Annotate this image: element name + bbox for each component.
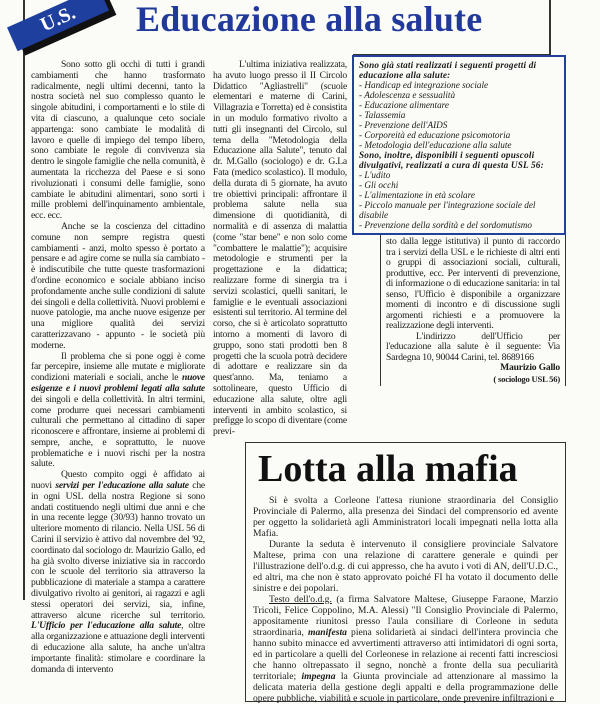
emphasis: impegna [301, 671, 336, 682]
projects-heading: Sono già stati realizzati i seguenti progetti di educazione alla salute: [359, 60, 537, 80]
page-title: Educazione alla salute [136, 0, 483, 39]
list-item: - Corporeità ed educazione psicomotoria [359, 130, 559, 140]
text: la Giunta provinciale ad attenzionare al massimo la delicata materia della gestione degli appalti e della programmazione delle opere pubbliche, viabilità e scuole in particolare, onde prevenire infiltrazioni e [253, 671, 558, 704]
projects-box [352, 55, 566, 235]
title-box-right-rule [549, 0, 551, 55]
author-name: Maurizio Gallo [500, 362, 560, 373]
text: piena solidarietà ai sindaci dell'intera provincia che hanno subito minacce ed avvertimenti attraverso atti intimidatori di ogni sorta, ed in particolare a quelli del Corleonese in relazione ai recenti fatti incresciosi che hanno oltrepassato il segno, nonchè a fronte della sua peculiarità territoriale; [253, 627, 559, 682]
text: Questo compito oggi è affidato ai nuovi [31, 469, 205, 492]
paragraph: sto dalla legge istitutiva) il punto di raccordo tra i servizi della USL e le richieste di altri enti o gruppi di associazioni sociali, culturali, produttive, ecc. Per interventi di prevenzione, di informazione o di educazione sanitaria: in tal senso, l'Ufficio è disponibile a organizzare momenti di incontro e di discussione sugli argomenti richiesti e a promuovere la realizzazione degli interventi. [386, 236, 560, 331]
list-item: - Piccolo manuale per l'integrazione sociale del disabile [359, 200, 559, 220]
emphasis: servizi per l'educazione alla salute [55, 480, 189, 492]
badge-label: U.S. [7, 0, 109, 51]
booklets-list [359, 170, 559, 230]
list-item: - Prevenzione della sordità e del sordomutismo [359, 220, 559, 230]
right-stack [352, 55, 566, 386]
paragraph: L'indirizzo dell'Ufficio per l'educazione alla salute è il seguente: Via Sardegna 10, 90044 Carini, tel. 8689166 [386, 330, 560, 363]
paragraph [253, 594, 558, 704]
list-item: - Handicap ed integrazione sociale [359, 80, 559, 90]
list-item: - Talassemia [359, 110, 559, 120]
paragraph: Si è svolta a Corleone l'attesa riunione straordinaria del Consiglio Provinciale di Palermo, alla presenza dei Sindaci del comprensorio ed avente per oggetto la solidarietà agli Amministratori locali impegnati nella lotta alla Mafia. [253, 495, 558, 539]
paragraph: Anche se la coscienza del cittadino comune non sempre registra questi cambiamenti - anzi, molto spesso è portato a pensare e ad agire come se nulla sia cambiato - è indiscutibile che tutte queste trasformazioni d'ordine economico e sociale abbiano inciso profondamente anche sulle condizioni di salute dei singoli e della collettività. Nuovi problemi e nuove patologie, ma anche nuove esigenze per una migliore qualità dei servizi caratterizzavano - appunto - le società più moderne. [31, 220, 205, 351]
emphasis: manifesta [308, 627, 347, 638]
middle-column [213, 60, 347, 438]
list-item: - Metodologia dell'educazione alla salute [359, 140, 559, 150]
list-item: - L'alimentazione in età scolare [359, 190, 559, 200]
paragraph: L'ultima iniziativa realizzata, ha avuto luogo presso il II Circolo Didattico "Agliastrelli" (scuole elementari e materne di Carini, Villagrazia e Torretta) ed è consistita in un modulo formativo rivolto a tutti gli insegnanti del Circolo, sul tema della "Metodologia della Educazione alla Salute", tenuto dal dr. M.Gallo (sociologo) e dr. G.La Fata (medico scolastico). Il modulo, della durata di 5 giornate, ha avuto tre obiettivi principali: affrontare il problema salute nella sua dimensione di quotidianità, di normalità e di assenza di malattia (come "star bene" e non solo come "combattere le malattie"); acquisire metodologie e strumenti per la progettazione e la didattica; realizzare forme di sinergia tra i servizi scolastici, quelli sanitari, le famiglie e le eventuali associazioni esistenti sul territorio. Al termine del corso, che si è articolato soprattutto intorno a momenti di lavoro di gruppo, sono stati prodotti ben 8 progetti che la scuola potrà decidere di adottare e realizzare sin da quest'anno. Ma, teniamo a sottolineare, questo Ufficio di educazione alla salute, oltre agli interventi in ambito scolastico, si prefigge lo scopo di diventare (come previ- [213, 59, 347, 438]
mafia-article [245, 442, 566, 702]
paragraph: Sono sotto gli occhi di tutti i grandi cambiamenti che hanno trasformato radicalmente, negli ultimi decenni, tanto la nostra società nel suo complesso quanto le singole abitudini, i comportamenti e lo stile di vita di ciascuno, a qualunque ceto sociale appartenga: sono cambiate le modalità di lavoro e quelle di impiego del tempo libero, sono cambiate le regole di convivenza sia dentro le singole famiglie che nella comunità, è aumentata la ricchezza del Paese e si sono rivoluzionati i consumi delle famiglie, sono cambiate le abitudini alimentari, sono sorti i mille problemi dell'inquinamento ambientale, ecc. ecc. [31, 59, 205, 222]
emphasis: L'Ufficio per l'educazione alla salute [31, 620, 182, 632]
paragraph [31, 352, 205, 471]
list-item: - Gli occhi [359, 180, 559, 190]
projects-list [359, 80, 559, 150]
booklets-heading: Sono, inoltre, disponibili i seguenti opuscoli divulgativi, realizzati a cura di questa USL 56: [359, 150, 544, 170]
text: Il problema che si pone oggi è come far percepire, insieme alle mutate e migliorate condizioni materiali e sociali, anche le [31, 350, 205, 384]
text: che in ogni USL della nostra Regione si sono andati costituendo negli ultimi due anni e che in una recente legge (30/93) hanno trovato un ulteriore momento di rilancio. Nella USL 56 di Carini il servizio è attivo dal novembre del '92, coordinato dal sociologo dr. Maurizio Gallo, ed ha già svolto diverse iniziative sia in raccordo con le scuole del territorio sia attraverso la pubblicazione di materiale a stampa a carattere divulgativo rivolto ai genitori, ai ragazzi e agli stessi operatori dei servizi, sia, infine, attraverso alcune ricerche sul territorio. [31, 480, 205, 621]
list-item: - Adolescenza e sessualità [359, 90, 559, 100]
left-rule [23, 0, 25, 600]
right-column [380, 235, 566, 386]
underlined-label: Testo dell'o.d.g. [269, 594, 332, 605]
author-role: ( sociologo USL 56) [493, 373, 560, 384]
list-item: - L'udito [359, 170, 559, 180]
left-column [31, 60, 205, 675]
paragraph: Durante la seduta è intervenuto il consigliere provinciale Salvatore Maltese, prima con una relazione di carattere generale e quindi per l'illustrazione dell'o.d.g. di cui appresso, che ha avuto i voti di AN, dell'U.D.C., ed altri, ma che non è stato approvato poiché FI ha votato il documento delle sinistre e dei popolari. [253, 539, 558, 594]
text: (a firma Salvatore Maltese, Giuseppe Faraone, Marzio Tricoli, Felice Coppolino, M.A. Alessi) "Il Consiglio Provinciale di Palermo, appositamente riunitosi presso l'aula consiliare di Corleone in seduta straordinaria, [253, 594, 558, 638]
list-item: - Prevenzione dell'AIDS [359, 120, 559, 130]
emphasis: nuove esigenze e i nuovi problemi legati alla salute [31, 372, 205, 394]
article-title: Lotta alla mafia [258, 448, 518, 490]
text: dei singoli e della collettività. In altri termini, come produrre quei necessari cambiamenti culturali che permettano al cittadino di saper riconoscere e affrontare, insieme ai problemi di sempre, anche, e soprattutto, le nuove problematiche e i nuovi rischi per la nostra salute. [31, 393, 205, 470]
list-item: - Educazione alimentare [359, 100, 559, 110]
paragraph [31, 470, 205, 675]
text: , oltre alla organizzazione e attuazione degli interventi di educazione alla salute, ha anche un'altra importante finalità: stimolare e coordinare la domanda di intervento [31, 620, 205, 675]
